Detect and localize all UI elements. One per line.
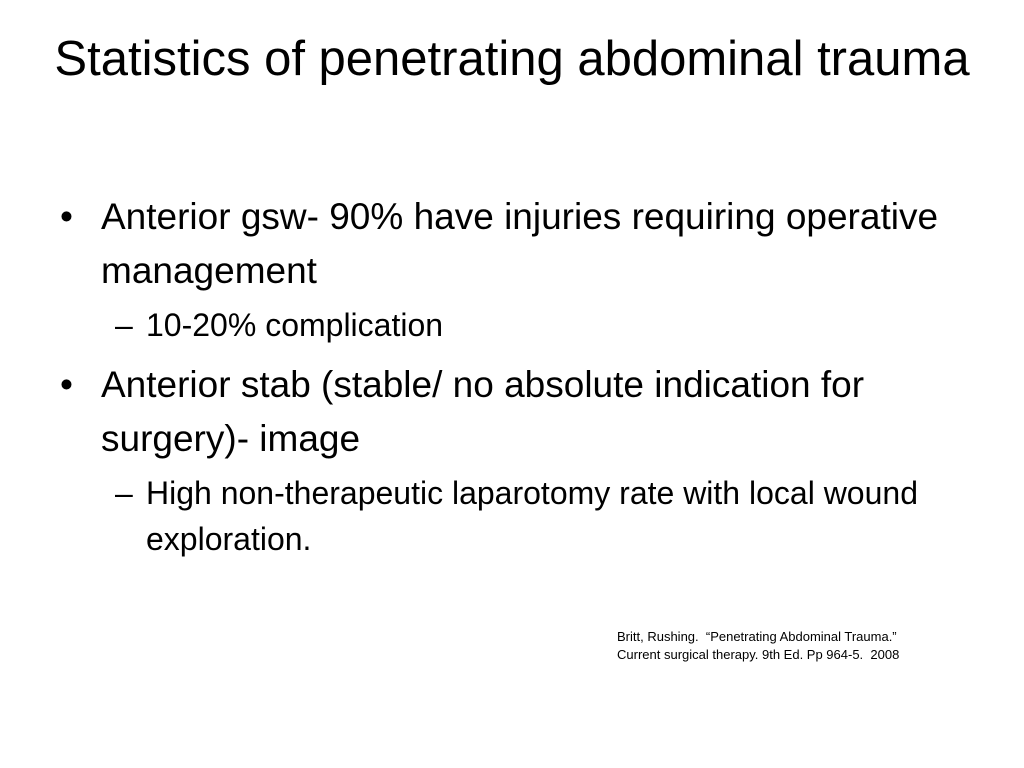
- sub-bullet-item: [60, 302, 960, 348]
- slide-body: [60, 190, 960, 572]
- bullet-item: [60, 190, 960, 298]
- citation-line-2: Current surgical therapy. 9th Ed. Pp 964-5. 2008: [617, 647, 900, 662]
- sub-bullet-marker: –: [115, 475, 133, 511]
- citation: [617, 628, 899, 664]
- sub-bullet-text: High non-therapeutic laparotomy rate with local wound exploration.: [146, 475, 918, 557]
- sub-bullet-text: 10-20% complication: [146, 307, 444, 343]
- bullet-item: [60, 358, 960, 466]
- citation-line-1: Britt, Rushing. “Penetrating Abdominal Trauma.”: [617, 629, 897, 644]
- sub-bullet-marker: –: [115, 307, 133, 343]
- bullet-text: Anterior gsw- 90% have injuries requiring operative management: [101, 196, 939, 291]
- slide-title: Statistics of penetrating abdominal trauma: [54, 32, 970, 86]
- bullet-marker: •: [60, 364, 73, 405]
- bullet-text: Anterior stab (stable/ no absolute indication for surgery)- image: [101, 364, 865, 459]
- sub-bullet-item: [60, 470, 960, 562]
- bullet-marker: •: [60, 196, 73, 237]
